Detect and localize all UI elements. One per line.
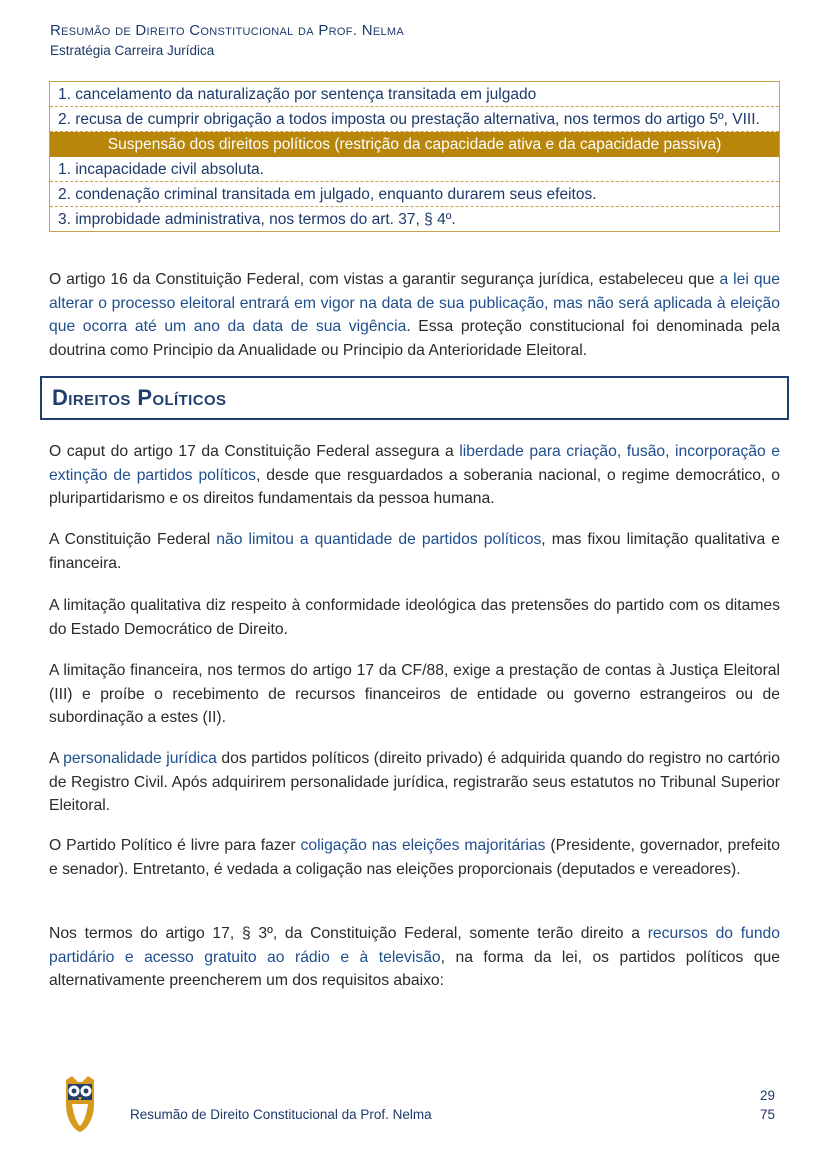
highlight-text: a lei que alterar o processo eleitoral entrará em vigor na data de sua publicação, mas não será aplicada à eleição que ocorra até um ano da data de sua vigência — [49, 271, 781, 336]
section-title: Direitos Políticos — [52, 385, 227, 410]
header-title: Resumão de Direito Constitucional da Prof. Nelma — [50, 22, 405, 39]
page-header — [50, 22, 404, 58]
current-page: 29 — [759, 1088, 775, 1103]
paragraph-personalidade: A personalidade jurídica dos partidos políticos (direito privado) é adquirida quando do registro no cartório de Registro Civil. Após adquirirem personalidade jurídica, registrarão seus estatutos no Tribunal Superior Eleitoral. — [49, 750, 780, 815]
highlight-text: liberdade para criação, fusão, incorporação e extinção de partidos políticos — [49, 443, 780, 484]
table-section-header: Suspensão dos direitos políticos (restrição da capacidade ativa e da capacidade passiva) — [50, 132, 779, 157]
footer-text: Resumão de Direito Constitucional da Prof. Nelma — [130, 1107, 432, 1122]
total-pages: 75 — [759, 1107, 775, 1122]
paragraph-caput-art17: O caput do artigo 17 da Constituição Federal assegura a liberdade para criação, fusão, incorporação e extinção de partidos políticos, desde que resguardados a soberania nacional, o regime democrático, o pluripartidarismo e os direitos fundamentais da pessoa humana. — [49, 443, 780, 508]
paragraph-anualidade: O artigo 16 da Constituição Federal, com vistas a garantir segurança jurídica, estabeleceu que a lei que alterar o processo eleitoral entrará em vigor na data de sua publicação, mas não será aplicada à eleição que ocorra até um ano da data de sua vigência. Essa proteção constitucional foi denominada pela doutrina como Principio da Anualidade ou Principio da Anterioridade Eleitoral. — [49, 271, 781, 359]
section-heading-box — [40, 376, 789, 420]
paragraph-financeira: A limitação financeira, nos termos do artigo 17 da CF/88, exige a prestação de contas à Justiça Eleitoral (III) e proíbe o recebimento de recursos financeiros de entidade ou governo estrangeiros ou de subordinação a estes (II). — [49, 662, 780, 727]
header-subtitle: Estratégia Carreira Jurídica — [50, 43, 215, 58]
table-row: 1. incapacidade civil absoluta. — [50, 157, 779, 182]
paragraph-fundo-partidario: Nos termos do artigo 17, § 3º, da Constituição Federal, somente terão direito a recursos do fundo partidário e acesso gratuito ao rádio e à televisão, na forma da lei, os partidos políticos que alternativamente preencherem um dos requisitos abaixo: — [49, 925, 780, 990]
paragraph-coligacao: O Partido Político é livre para fazer coligação nas eleições majoritárias (Presidente, governador, prefeito e senador). Entretanto, é vedada a coligação nas eleições proporcionais (deputados e vereadores). — [49, 837, 780, 878]
paragraph-limitacao: A Constituição Federal não limitou a quantidade de partidos políticos, mas fixou limitação qualitativa e financeira. — [49, 531, 780, 572]
highlight-text: recursos do fundo partidário e acesso gratuito ao rádio e à televisão — [49, 925, 780, 966]
paragraph-qualitativa: A limitação qualitativa diz respeito à conformidade ideológica das pretensões do partido com os ditames do Estado Democrático de Direito. — [49, 597, 780, 638]
highlight-text: não limitou a quantidade de partidos políticos — [216, 531, 542, 548]
owl-logo-icon — [62, 1074, 98, 1134]
highlight-text: personalidade jurídica — [63, 750, 217, 767]
table-row: 3. improbidade administrativa, nos termos do art. 37, § 4º. — [58, 211, 456, 228]
table-row: 2. condenação criminal transitada em julgado, enquanto durarem seus efeitos. — [50, 182, 779, 207]
highlight-text: coligação nas eleições majoritárias — [300, 837, 546, 854]
page-number — [735, 1086, 775, 1124]
table-row: 2. recusa de cumprir obrigação a todos imposta ou prestação alternativa, nos termos do artigo 5º, VIII. — [50, 107, 779, 132]
political-rights-table — [49, 81, 780, 232]
table-row: 1. cancelamento da naturalização por sentença transitada em julgado — [50, 82, 779, 107]
